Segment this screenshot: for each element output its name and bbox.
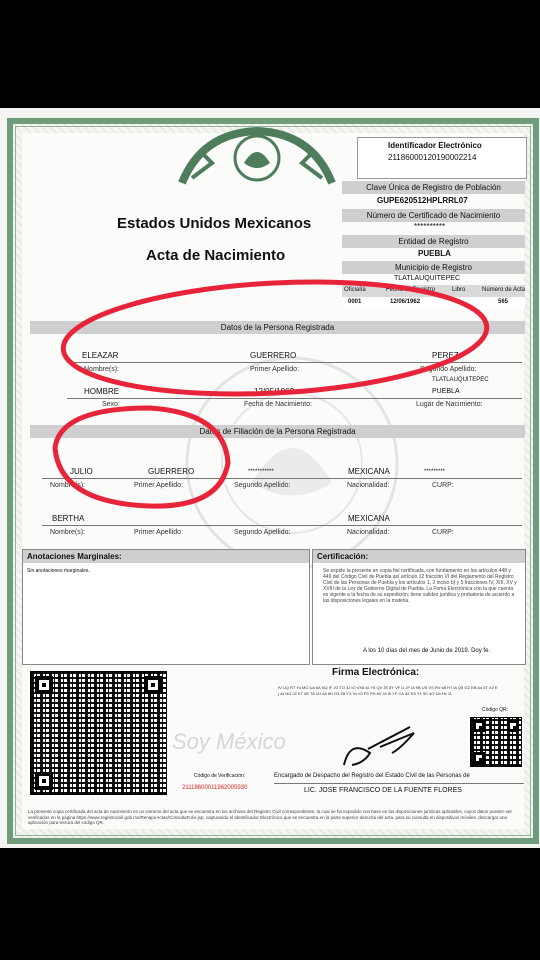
parent1-first-surname-label: Primer Apellido: — [134, 482, 184, 489]
certification-text: Se expide la presente en copia fiel certificada, con fundamento en los artículos 448 y 449 del Código Civil de Puebla así artículo 12 fracción VI del Reglamento del Registro Civil de las Personas de Puebla y los artículos 1, 2 inciso b) y 5 fracciones IV, XIII, XV y XVIII de la Ley de Gobierno Digital de Puebla. La Firma Electrónica con la que cuenta es vigente a la fecha de su expedición; tiene validez jurídica y probatoria de acuerdo a las disposiciones legales en la materia. — [323, 568, 517, 604]
signature-hash: fV UQ RT Yu MO Ua 6A NQ IF JG TO 4J IO VX8 IU Y8 QV JE 8Y VF IJ JF IA 9B US VS RV sB H7 lA Q5 GZ KB Ao 6T X2 Ej 4s NO JZ KT 5E TA 1H 4A 8H O3 Z8 YX Vv IO FS PH 8V Ut I6 YF CA dX R3 Y1 9C dO Ub Hv 11 — [278, 685, 498, 696]
electronic-signature-title: Firma Electrónica: — [332, 667, 420, 678]
official-name: LIC. JOSE FRANCISCO DE LA FUENTE FLORES — [304, 787, 462, 794]
footer-legal-text: La presente copia certificada del acta de nacimiento es un extracto del acta que se encuentra en los archivos del Registro Civil correspondiente, la cual se ha expedido con base en las disposiciones jurídicas aplicables, cuyos datos pueden ser verificados en la página https://www.registrocivil.gob.mx/RenapoActas/ConsultaFolio.jsp, capturando el Identificador Electrónico que se encuentra en la parte superior derecha del acta, para su consulta en dispositivos móviles, descargar una aplicación para lectura del código QR. — [28, 809, 513, 825]
annotations-title: Anotaciones Marginales: — [23, 550, 309, 563]
person-name-label: Nombre(s): — [84, 366, 120, 373]
office-label: Oficialía — [344, 287, 366, 293]
parent1-name-value: JULIO — [70, 467, 93, 476]
certification-title: Certificación: — [313, 550, 525, 563]
person-second-surname-value: PEREZ — [432, 351, 459, 360]
parent2-nationality-value: MEXICANA — [348, 514, 390, 523]
birth-date-value: 12/05/1962 — [254, 387, 295, 396]
sex-value: HOMBRE — [84, 387, 120, 396]
country-title: Estados Unidos Mexicanos — [117, 215, 312, 232]
parent2-nationality-label: Nacionalidad: — [347, 529, 390, 536]
parent2-name-value: BERTHA — [52, 514, 85, 523]
parent1-name-label: Nombre(s): — [50, 482, 86, 489]
red-circle-father — [55, 408, 228, 506]
entity-label: Entidad de Registro — [342, 235, 525, 248]
registry-date-label: Fecha de Registro — [386, 287, 436, 293]
act-number-label: Número de Acta — [482, 287, 526, 293]
act-number-value: 565 — [498, 299, 509, 305]
curp-value: GUPE620512HPLRRL07 — [377, 196, 468, 205]
municipality-value: TLATLAUQUITEPEC — [394, 275, 460, 282]
parent1-nationality-label: Nacionalidad: — [347, 482, 390, 489]
parent2-first-surname-label: Primer Apellido: — [134, 529, 184, 536]
person-first-surname-label: Primer Apellido: — [250, 366, 300, 373]
parent1-curp-label: CURP: — [432, 482, 454, 489]
electronic-id-label: Identificador Electrónico — [388, 141, 482, 150]
parent1-second-surname-label: Segundo Apellido: — [234, 482, 291, 489]
birth-place-value: PUEBLA — [432, 388, 460, 395]
registry-date-value: 12/06/1962 — [390, 299, 421, 305]
sex-label: Sexo: — [102, 401, 120, 408]
parent1-nationality-value: MEXICANA — [348, 467, 390, 476]
parent1-second-surname-value: *********** — [248, 469, 274, 475]
filiation-section-title: Datos de Filiación de la Persona Registrada — [30, 425, 525, 438]
red-circle-registered-person — [60, 272, 489, 404]
parent2-name-label: Nombre(s): — [50, 529, 86, 536]
electronic-id-value: 21186000120190002214 — [388, 153, 477, 162]
soy-mexico-watermark: Soy México — [172, 729, 286, 754]
cert-number-value: ********** — [414, 222, 446, 231]
registered-person-section-title: Datos de la Persona Registrada — [30, 321, 525, 334]
annotations-text: Sin anotaciones marginales. — [27, 568, 90, 574]
person-name-value: ELEAZAR — [82, 351, 119, 360]
small-qr-label: Código QR: — [482, 707, 509, 713]
cert-number-label: Número de Certificado de Nacimiento — [342, 209, 525, 222]
person-first-surname-value: GUERRERO — [250, 351, 297, 360]
certification-date-line: A los 10 días del mes de Junio de 2019. Doy fe. — [363, 648, 491, 654]
entity-value: PUEBLA — [418, 249, 451, 258]
official-title-line: Encargado de Despacho del Registro del Estado Civil de las Personas de — [274, 773, 470, 779]
birth-certificate — [0, 108, 540, 848]
municipality-label: Municipio de Registro — [342, 261, 525, 274]
parent2-second-surname-label: Segundo Apellido: — [234, 529, 291, 536]
person-second-surname-label: Segundo Apellido: — [420, 366, 477, 373]
book-label: Libro — [452, 287, 466, 293]
curp-label: Clave Única de Registro de Población — [342, 181, 525, 194]
red-marker-annotations — [0, 108, 540, 848]
birth-place-label: Lugar de Nacimiento: — [416, 401, 483, 408]
parent2-curp-label: CURP: — [432, 529, 454, 536]
parent1-curp-value: ********* — [424, 469, 446, 475]
office-value: 0001 — [348, 299, 362, 305]
document-title: Acta de Nacimiento — [146, 247, 286, 264]
verification-code-value: 21118600011962005930 — [182, 785, 248, 791]
birth-municipality-value: TLATLAUQUITEPEC — [432, 377, 489, 383]
parent1-first-surname-value: GUERRERO — [148, 467, 195, 476]
birth-date-label: Fecha de Nacimiento: — [244, 401, 313, 408]
verification-code-label: Código de Verificación: — [194, 773, 246, 779]
